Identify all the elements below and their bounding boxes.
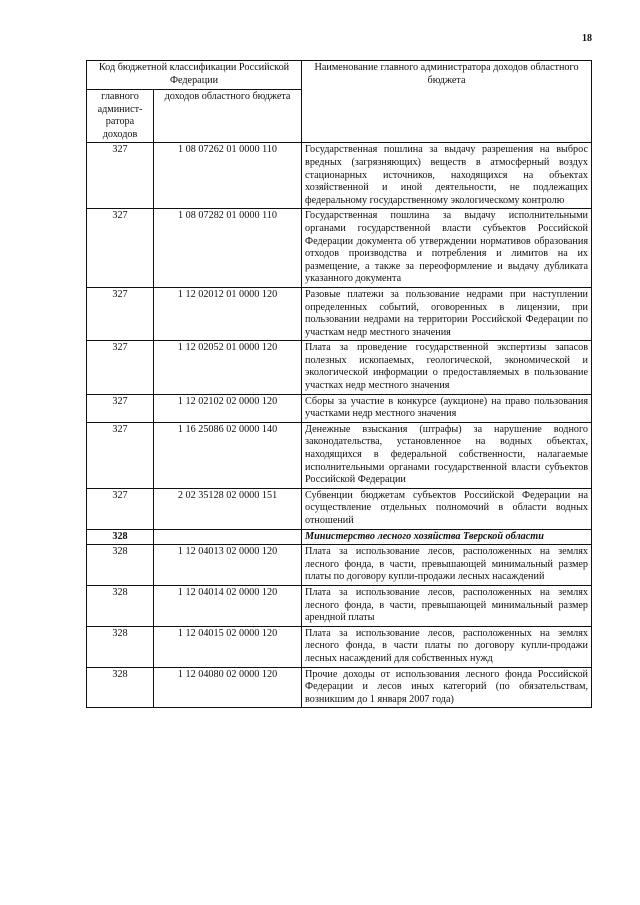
income-name-cell: Плата за использование лесов, расположенных на землях лесного фонда, в части, превышающей минимальный размер арендной платы [302, 585, 592, 626]
admin-code-cell: 327 [87, 143, 154, 209]
ministry-name-cell: Министерство лесного хозяйства Тверской области [302, 529, 592, 545]
admin-code-cell: 327 [87, 287, 154, 340]
table-row [87, 667, 592, 708]
income-name-cell: Плата за использование лесов, расположенных на землях лесного фонда, в части, превышающей минимальный размер платы по договору купли-продажи лесных насаждений [302, 545, 592, 586]
header-administrator-name: Наименование главного администратора доходов областного бюджета [302, 61, 592, 143]
income-name-cell: Государственная пошлина за выдачу разрешения на выброс вредных (загрязняющих) веществ в атмосферный воздух стационарных источников, находящихся на объектах хозяйственной и иной деятельности, не подлежащих федеральному государственному экологическому контролю [302, 143, 592, 209]
table-row [87, 488, 592, 529]
income-code-cell [154, 529, 302, 545]
table-row [87, 341, 592, 394]
admin-code-cell: 328 [87, 585, 154, 626]
table-row [87, 287, 592, 340]
income-name-cell: Плата за использование лесов, расположенных на землях лесного фонда, в части платы по договору купли-продажи лесных насаждений для собственных нужд [302, 626, 592, 667]
ministry-heading-row [87, 529, 592, 545]
header-row-top [87, 61, 592, 90]
admin-code-cell: 328 [87, 545, 154, 586]
admin-code-cell: 328 [87, 667, 154, 708]
header-regional-income: доходов областного бюджета [154, 90, 302, 143]
table-row [87, 394, 592, 422]
income-code-cell: 1 12 04015 02 0000 120 [154, 626, 302, 667]
admin-code-cell: 328 [87, 626, 154, 667]
income-code-cell: 1 12 04080 02 0000 120 [154, 667, 302, 708]
income-code-cell: 2 02 35128 02 0000 151 [154, 488, 302, 529]
income-code-cell: 1 12 04014 02 0000 120 [154, 585, 302, 626]
income-name-cell: Сборы за участие в конкурсе (аукционе) на право пользования участками недр местного значения [302, 394, 592, 422]
income-code-cell: 1 12 02052 01 0000 120 [154, 341, 302, 394]
income-name-cell: Субвенции бюджетам субъектов Российской Федерации на осуществление отдельных полномочий в области водных отношений [302, 488, 592, 529]
admin-code-cell: 327 [87, 394, 154, 422]
table-row [87, 626, 592, 667]
header-main-administrator: главного админист-ратора доходов [87, 90, 154, 143]
budget-classification-table [86, 60, 592, 708]
admin-code-cell: 327 [87, 422, 154, 488]
income-code-cell: 1 16 25086 02 0000 140 [154, 422, 302, 488]
income-code-cell: 1 12 04013 02 0000 120 [154, 545, 302, 586]
table-row [87, 585, 592, 626]
admin-code-cell: 328 [87, 529, 154, 545]
income-name-cell: Плата за проведение государственной экспертизы запасов полезных ископаемых, геологической, экономической и экологической информации о предоставляемых в пользование участках недр местного значения [302, 341, 592, 394]
income-name-cell: Прочие доходы от использования лесного фонда Российской Федерации и лесов иных категорий (по обязательствам, возникшим до 1 января 2007 года) [302, 667, 592, 708]
table-row [87, 545, 592, 586]
admin-code-cell: 327 [87, 209, 154, 288]
income-code-cell: 1 12 02012 01 0000 120 [154, 287, 302, 340]
table-row [87, 422, 592, 488]
header-budget-code-group: Код бюджетной классификации Российской Федерации [87, 61, 302, 90]
income-name-cell: Разовые платежи за пользование недрами при наступлении определенных событий, оговоренных в лицензии, при пользовании недрами на территории Российской Федерации по участкам недр местного значения [302, 287, 592, 340]
income-name-cell: Денежные взыскания (штрафы) за нарушение водного законодательства, установленное на водных объектах, находящихся в федеральной собственности, налагаемые исполнительными органами государственной власти субъектов Российской Федерации [302, 422, 592, 488]
income-code-cell: 1 08 07262 01 0000 110 [154, 143, 302, 209]
admin-code-cell: 327 [87, 341, 154, 394]
income-name-cell: Государственная пошлина за выдачу исполнительными органами государственной власти субъектов Российской Федерации документа об утверждении нормативов образования отходов производства и потребления и лимитов на их размещение, а также за переоформление и выдачу дубликата указанного документа [302, 209, 592, 288]
page-number: 18 [582, 33, 592, 44]
table-row [87, 209, 592, 288]
admin-code-cell: 327 [87, 488, 154, 529]
income-code-cell: 1 08 07282 01 0000 110 [154, 209, 302, 288]
table-row [87, 143, 592, 209]
income-code-cell: 1 12 02102 02 0000 120 [154, 394, 302, 422]
